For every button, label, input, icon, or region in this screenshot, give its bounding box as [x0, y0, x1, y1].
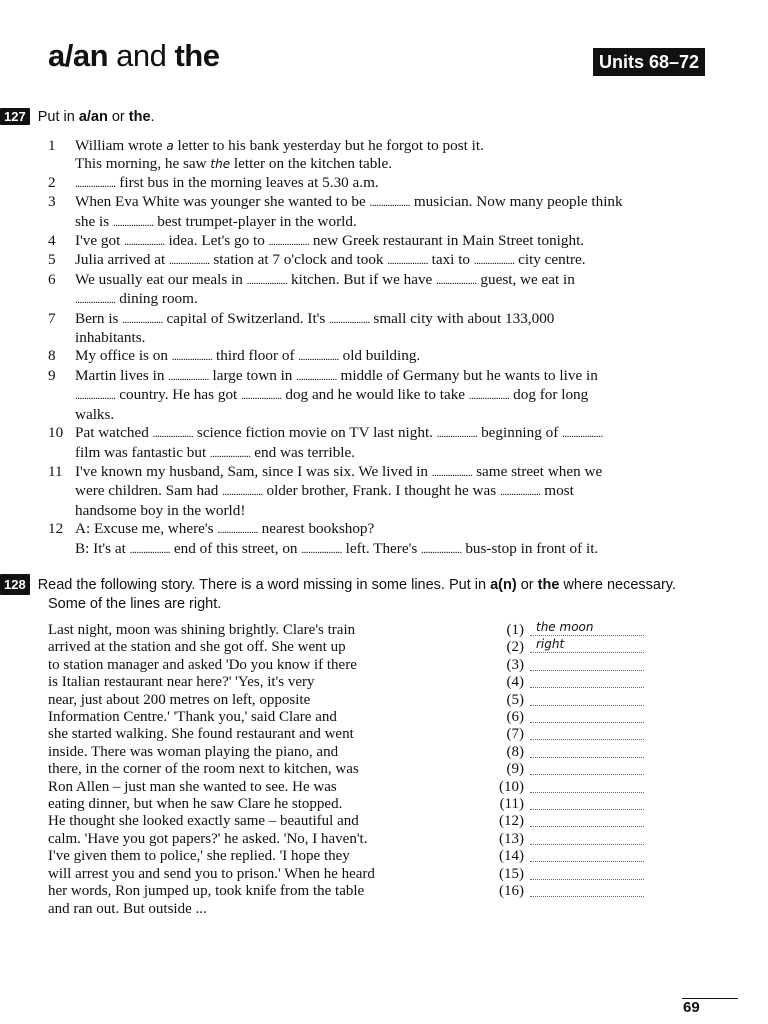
item-text — [75, 174, 708, 193]
answer-number: (7) — [506, 726, 524, 743]
text-fragment: large town in — [208, 366, 297, 384]
story-line: and ran out. But outside ... — [48, 900, 207, 917]
answer-number: (9) — [506, 761, 524, 778]
answer-number: (11) — [499, 796, 524, 813]
text-fragment: older brother, Frank. I thought he was — [262, 482, 500, 500]
text-fragment: kitchen. But if we have — [287, 270, 437, 288]
text-fragment: idea. Let's go to — [164, 232, 269, 250]
answer-blank: .................. — [209, 447, 251, 460]
story-line: Last night, moon was shining brightly. Clare's train — [48, 622, 356, 638]
text-fragment: first bus in the morning leaves at 5.30 a.m. — [115, 173, 379, 191]
story-line: will arrest you and send you to prison.' When he heard — [48, 865, 375, 882]
text-fragment: dining room. — [115, 290, 198, 308]
item-text — [75, 520, 708, 559]
answer-blank: .................. — [75, 294, 116, 307]
answer-row — [484, 709, 644, 726]
answer-blank: .................. — [369, 197, 411, 210]
exercise-item — [48, 463, 708, 520]
answer-blank: .................. — [217, 524, 258, 537]
item-text — [75, 463, 708, 520]
text-fragment: letter on the kitchen table. — [230, 155, 393, 173]
answer-row — [484, 831, 644, 848]
text-fragment: third floor of — [212, 347, 299, 365]
answer-blank: .................. — [171, 351, 213, 364]
answer-row — [484, 779, 644, 796]
instruction-text: Some of the lines are right. — [48, 596, 222, 612]
answer-line[interactable] — [530, 813, 644, 827]
text-fragment: same street when we were children. Sam had — [75, 462, 603, 500]
item-number: 8 — [48, 347, 56, 365]
item-text — [75, 347, 708, 366]
story-text — [48, 622, 468, 918]
answer-blank: .................. — [75, 390, 116, 403]
answer-line[interactable] — [530, 796, 644, 810]
answer-column — [484, 619, 644, 901]
instruction-text: Read the following story. There is a word missing in some lines. Put in — [37, 577, 491, 593]
answer-line[interactable] — [530, 674, 644, 688]
text-fragment: beginning of — [477, 424, 563, 442]
text-fragment: When Eva White was younger she wanted to be — [75, 193, 370, 211]
answer-number: (16) — [499, 883, 524, 900]
text-fragment: end of this street, on — [170, 539, 302, 557]
item-text — [75, 310, 708, 348]
answer-blank: .................. — [241, 390, 282, 403]
answer-number: (2) — [506, 639, 524, 656]
answer-row — [484, 744, 644, 761]
answer-row — [484, 657, 644, 674]
exercise-item — [48, 137, 708, 174]
title-the: the — [174, 38, 220, 73]
item-number: 2 — [48, 173, 56, 191]
item-text — [75, 251, 708, 270]
story-line: I've given them to police,' she replied. 'I hope they — [48, 848, 350, 865]
item-number: 5 — [48, 251, 56, 269]
text-fragment: middle of Germany but he wants to live in — [336, 366, 598, 384]
answer-line[interactable] — [530, 848, 644, 862]
instruction-text: or — [516, 577, 538, 593]
instruction-text: Put in — [37, 109, 79, 125]
answer-number: (14) — [499, 848, 524, 865]
answer-blank: .................. — [436, 274, 477, 287]
instruction-bold-a-an: a/an — [78, 109, 108, 125]
exercise-127-items — [48, 137, 708, 559]
answer-blank: .................. — [499, 486, 541, 499]
item-number: 10 — [48, 424, 64, 442]
exercise-item — [48, 271, 708, 310]
answer-blank: .................. — [436, 428, 478, 441]
instruction-bold-the: the — [537, 577, 560, 593]
text-fragment: station at 7 o'clock and took — [209, 251, 388, 269]
story-line: eating dinner, but when he saw Clare he stopped. — [48, 796, 343, 813]
story-line: her words, Ron jumped up, took knife from the table — [48, 883, 365, 900]
exercise-item — [48, 251, 708, 270]
answer-blank: .................. — [468, 390, 510, 403]
answer-blank: .................. — [431, 466, 473, 479]
exercise-number-badge: 127 — [0, 108, 30, 125]
item-number: 11 — [48, 462, 63, 480]
answer-blank: .................. — [129, 543, 171, 556]
text-fragment: country. He has got — [115, 386, 242, 404]
instruction-text: . — [150, 109, 155, 125]
exercise-item — [48, 174, 708, 193]
text-fragment: city centre. — [514, 251, 586, 269]
answer-blank: .................. — [75, 177, 116, 190]
text-fragment: old building. — [338, 347, 421, 365]
instruction-text: or — [107, 109, 129, 125]
answer-blank: .................. — [246, 274, 288, 287]
item-number: 12 — [48, 520, 64, 538]
answer-blank: .................. — [112, 216, 154, 229]
answer-blank: .................. — [169, 255, 210, 268]
exercise-127-heading — [0, 108, 155, 125]
answer-row — [484, 866, 644, 883]
text-fragment: best trumpet-player in the world. — [153, 212, 357, 230]
story-line: inside. There was woman playing the piano, and — [48, 743, 339, 760]
text-fragment: science fiction movie on TV last night. — [193, 424, 437, 442]
answer-line[interactable] — [530, 831, 644, 845]
text-fragment: I've got — [75, 232, 125, 250]
text-fragment: nearest bookshop? B: It's at — [75, 520, 375, 557]
item-number: 4 — [48, 232, 56, 250]
answer-row — [484, 726, 644, 743]
item-number: 1 — [48, 137, 56, 154]
answer-number: (8) — [506, 743, 524, 760]
answer-blank: .................. — [387, 255, 428, 268]
answer-line[interactable] — [530, 726, 644, 740]
text-fragment: dog for long walks. — [75, 386, 589, 423]
exercise-128-heading — [0, 574, 676, 614]
answer-blank: .................. — [329, 313, 370, 326]
story-line: He thought she looked exactly same – beautiful and — [48, 813, 359, 830]
story-line: is Italian restaurant near here?' 'Yes, it's very — [48, 674, 315, 691]
page-number: 69 — [683, 999, 700, 1016]
item-text — [75, 137, 708, 174]
item-text — [75, 367, 708, 424]
instruction-text: where necessary. — [559, 577, 676, 593]
story-line: Ron Allen – just man she wanted to see. He was — [48, 778, 337, 795]
text-fragment: William wrote — [75, 137, 167, 154]
text-fragment: Bern is — [75, 309, 123, 327]
item-number: 7 — [48, 309, 56, 327]
story-line: to station manager and asked 'Do you know if there — [48, 656, 357, 673]
story-line: she started walking. She found restaurant and went — [48, 726, 354, 743]
item-text — [75, 232, 708, 251]
text-fragment: letter to his bank yesterday but he forgot to post it. This morning, he saw — [75, 137, 484, 173]
handwritten-answer: the moon — [536, 619, 594, 634]
answer-blank: .................. — [562, 428, 603, 441]
units-badge: Units 68–72 — [593, 48, 705, 76]
text-fragment: new Greek restaurant in Main Street tonight. — [309, 232, 585, 250]
story-line: arrived at the station and she got off. She went up — [48, 639, 346, 656]
text-fragment: A: Excuse me, where's — [75, 520, 218, 538]
exercise-item — [48, 367, 708, 424]
exercise-item — [48, 424, 708, 463]
exercise-item — [48, 232, 708, 251]
instruction-bold-the: the — [128, 109, 151, 125]
text-fragment: Julia arrived at — [75, 251, 170, 269]
answer-blank: .................. — [473, 255, 515, 268]
text-fragment: musician. Now many people think she is — [75, 193, 623, 230]
answer-number: (15) — [499, 865, 524, 882]
story-line: calm. 'Have you got papers?' he asked. 'No, I haven't. — [48, 830, 368, 847]
answer-row — [484, 883, 644, 900]
answer-number: (3) — [506, 656, 524, 673]
answer-blank: .................. — [421, 543, 462, 556]
story-line: there, in the corner of the room next to kitchen, was — [48, 761, 359, 778]
text-fragment: Martin lives in — [75, 366, 169, 384]
answer-row — [484, 761, 644, 778]
answer-blank: .................. — [124, 236, 165, 249]
text-fragment: Pat watched — [75, 424, 153, 442]
item-text — [75, 193, 708, 232]
item-number: 3 — [48, 193, 56, 211]
answer-blank: .................. — [222, 486, 263, 499]
item-text — [75, 424, 708, 463]
text-fragment: end was terrible. — [250, 443, 356, 461]
text-fragment: most handsome boy in the world! — [75, 482, 574, 519]
text-fragment: guest, we eat in — [476, 270, 575, 288]
answer-line[interactable] — [530, 761, 644, 775]
answer-line[interactable] — [530, 619, 644, 636]
answer-line[interactable] — [530, 883, 644, 897]
answer-number: (12) — [499, 813, 524, 830]
answer-line[interactable] — [530, 744, 644, 758]
text-fragment: bus-stop in front of it. — [461, 539, 599, 557]
exercise-item — [48, 520, 708, 559]
text-fragment: dog and he would like to take — [281, 386, 469, 404]
story-line: Information Centre.' 'Thank you,' said Clare and — [48, 709, 337, 726]
text-fragment: taxi to — [427, 251, 474, 269]
text-fragment: I've known my husband, Sam, since I was six. We lived in — [75, 462, 432, 480]
answer-blank: .................. — [296, 370, 337, 383]
answer-blank: .................. — [268, 236, 310, 249]
answer-number: (13) — [499, 830, 524, 847]
item-number: 6 — [48, 270, 56, 288]
text-fragment: left. There's — [341, 539, 422, 557]
exercise-item — [48, 347, 708, 366]
handwritten-answer: the — [210, 157, 231, 172]
answer-line[interactable] — [530, 779, 644, 793]
answer-row — [484, 674, 644, 691]
title-and: and — [108, 38, 175, 73]
page-title — [48, 38, 219, 74]
answer-blank: .................. — [301, 543, 342, 556]
text-fragment: My office is on — [75, 347, 172, 365]
exercise-number-badge: 128 — [0, 574, 30, 595]
answer-blank: .................. — [168, 370, 209, 383]
item-text — [75, 271, 708, 310]
answer-line[interactable] — [530, 709, 644, 723]
answer-line[interactable] — [530, 692, 644, 706]
answer-number: (5) — [506, 691, 524, 708]
instruction-bold-a-n: a(n) — [490, 577, 517, 593]
answer-row — [484, 796, 644, 813]
title-a-an: a/an — [48, 38, 109, 73]
answer-blank: .................. — [152, 428, 194, 441]
answer-blank: .................. — [122, 313, 163, 326]
answer-line[interactable] — [530, 639, 644, 653]
text-fragment: capital of Switzerland. It's — [162, 309, 330, 327]
answer-row — [484, 692, 644, 709]
answer-blank: .................. — [298, 351, 339, 364]
answer-line[interactable] — [530, 866, 644, 880]
answer-number: (6) — [506, 709, 524, 726]
answer-number: (4) — [506, 674, 524, 691]
text-fragment: small city with about 133,000 inhabitants. — [75, 309, 555, 347]
answer-number: (10) — [499, 778, 524, 795]
answer-row — [484, 848, 644, 865]
story-line: near, just about 200 metres on left, opposite — [48, 691, 311, 708]
exercise-item — [48, 310, 708, 348]
handwritten-answer: a — [166, 139, 174, 153]
answer-row — [484, 639, 644, 656]
answer-number: (1) — [506, 622, 524, 638]
answer-line[interactable] — [530, 657, 644, 671]
answer-row — [484, 813, 644, 830]
text-fragment: We usually eat our meals in — [75, 270, 247, 288]
exercise-item — [48, 193, 708, 232]
item-number: 9 — [48, 366, 56, 384]
text-fragment: film was fantastic but — [75, 443, 210, 461]
handwritten-answer: right — [536, 637, 565, 651]
